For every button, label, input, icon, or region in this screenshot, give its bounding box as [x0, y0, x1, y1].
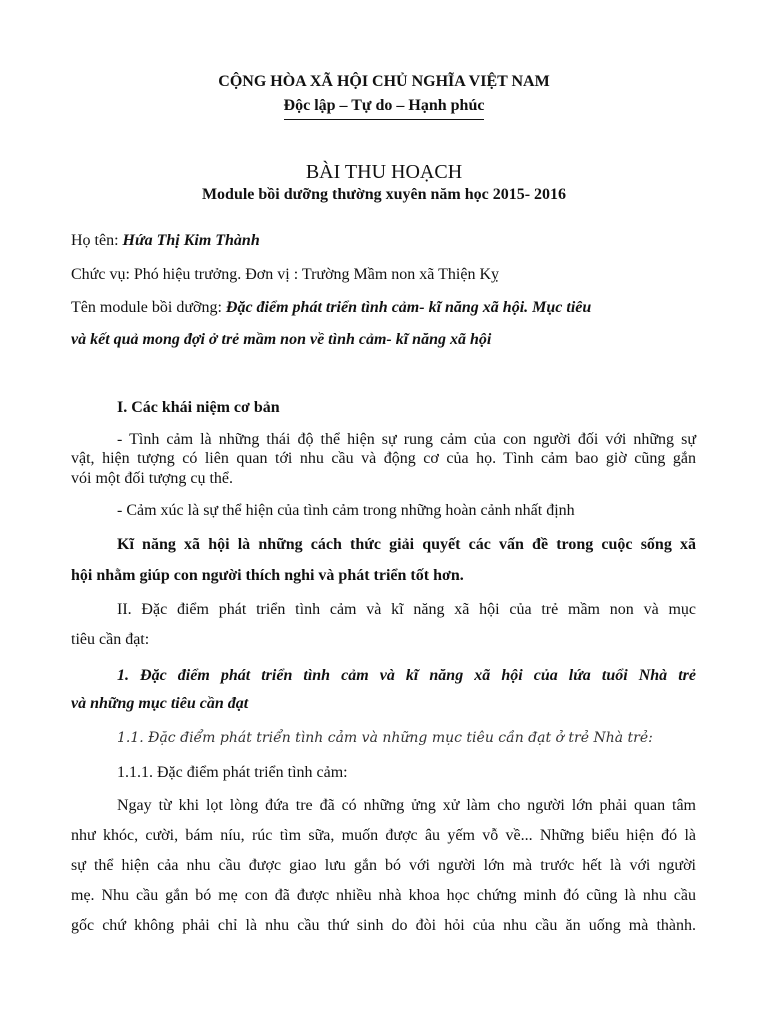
module-label: Tên module bồi dưỡng:	[71, 299, 226, 316]
section1-para3-line1: Kĩ năng xã hội là những cách thức giải quyết các vấn đề trong cuộc sống xã	[117, 536, 696, 553]
module-line-1	[71, 298, 591, 318]
section2-heading-line1: II. Đặc điểm phát triển tình cảm và kĩ năng xã hội của trẻ mầm non và mục	[117, 601, 696, 618]
motto: Độc lập – Tự do – Hạnh phúc	[284, 96, 485, 120]
subsection1-line1: 1. Đặc điểm phát triển tình cảm và kĩ năng xã hội của lứa tuổi Nhà trẻ	[117, 667, 696, 684]
section2-heading-line2: tiêu cần đạt:	[71, 631, 150, 648]
body-line2: như khóc, cười, bám níu, rúc tìm sữa, muốn được âu yếm vỗ về... Những biểu hiện đó là	[71, 827, 696, 844]
subsection1-line2: và những mục tiêu cần đạt	[71, 695, 249, 712]
document-subtitle: Module bồi dưỡng thường xuyên năm học 2015- 2016	[201, 186, 567, 203]
national-title: CỘNG HÒA XÃ HỘI CHỦ NGHĨA VIỆT NAM	[218, 73, 550, 90]
section1-para1-line2: vật, hiện tượng có liên quan tới nhu cầu và động cơ của họ. Tình cảm bao giờ cũng gắn	[71, 450, 696, 467]
subsection1-1-1: 1.1.1. Đặc điểm phát triển tình cảm:	[117, 764, 348, 781]
body-line4: mẹ. Nhu cầu gắn bó mẹ con đã được nhiều nhà khoa học chứng minh đó cũng là nhu cầu	[71, 887, 696, 904]
name-value: Hứa Thị Kim Thành	[122, 232, 260, 249]
section1-para2: - Cảm xúc là sự thể hiện của tình cảm trong những hoàn cảnh nhất định	[117, 502, 575, 519]
subsection1-1: 1.1. Đặc điểm phát triển tình cảm và những mục tiêu cần đạt ở trẻ Nhà trẻ:	[117, 730, 653, 746]
name-label: Họ tên:	[71, 232, 123, 249]
motto-wrapper	[0, 96, 768, 120]
section1-para1-line3: vói một đối tượng cụ thể.	[71, 470, 234, 487]
body-line5: gốc chứ không phải chỉ là nhu cầu thứ sinh do đòi hỏi của nhu cầu ăn uống mà thành.	[71, 917, 696, 934]
module-value-2: và kết quả mong đợi ở trẻ mầm non về tình cảm- kĩ năng xã hội	[71, 331, 492, 348]
section1-para1-line1: - Tình cảm là những thái độ thể hiện sự rung cảm của con người đối với những sự	[117, 431, 696, 448]
body-line3: sự thể hiện cảa nhu cầu được giao lưu gắn bó với người lớn mà trước hết là với người	[71, 857, 696, 874]
document-title: BÀI THU HOẠCH	[305, 161, 463, 183]
body-line1: Ngay từ khi lọt lòng đứa tre đã có những ửng xử làm cho người lớn phải quan tâm	[117, 797, 696, 814]
name-line	[71, 231, 260, 251]
module-value-1: Đặc điểm phát triển tình cảm- kĩ năng xã hội. Mục tiêu	[225, 299, 592, 316]
section1-para3-line2: hội nhằm giúp con người thích nghi và phát triển tốt hơn.	[71, 567, 464, 584]
section1-heading: I. Các khái niệm cơ bản	[117, 399, 280, 416]
position-line: Chức vụ: Phó hiệu trưởng. Đơn vị : Trường Mầm non xã Thiện Kỵ	[71, 266, 499, 283]
